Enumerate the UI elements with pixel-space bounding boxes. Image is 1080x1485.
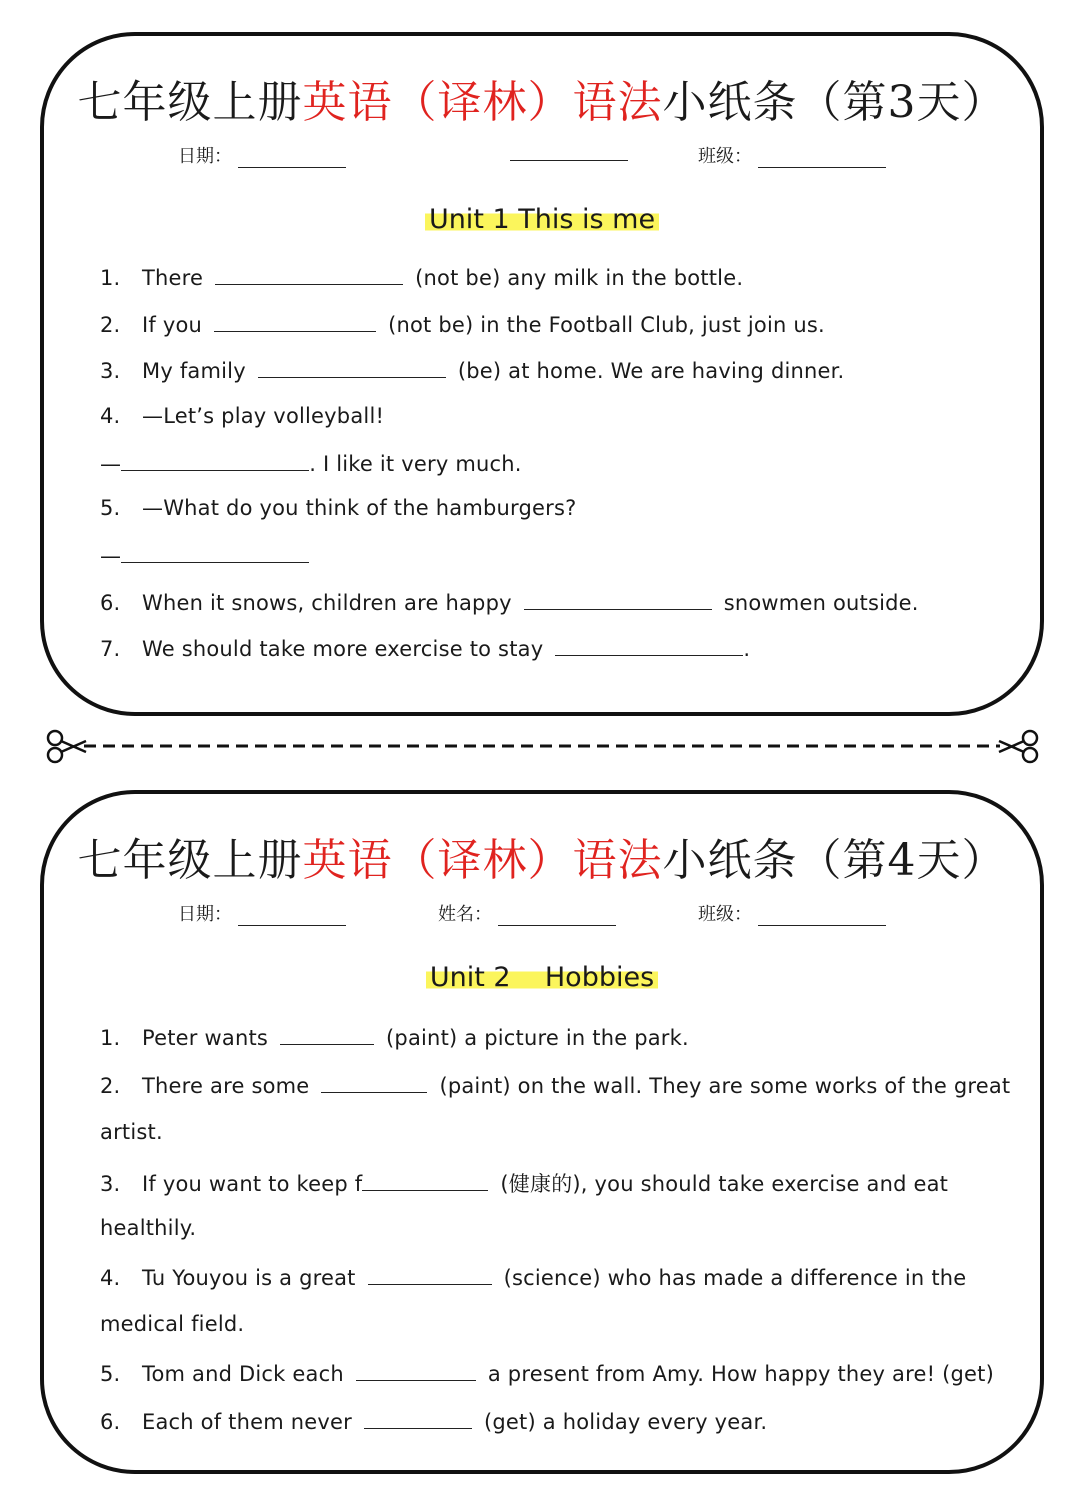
question-text: . I like it very much. (309, 452, 522, 476)
answer-blank[interactable] (121, 542, 309, 563)
question-text: If you (142, 313, 203, 337)
question-5 (100, 1360, 994, 1386)
class-field[interactable]: 班级： (698, 142, 886, 168)
question-text: If you want to keep f (142, 1172, 363, 1196)
date-field[interactable]: 日期： (178, 142, 346, 168)
question-number: 3. (100, 1172, 121, 1196)
answer-blank[interactable] (214, 311, 376, 332)
question-2 (100, 311, 825, 337)
answer-blank[interactable] (215, 264, 403, 285)
worksheet-card-day3 (40, 32, 1044, 716)
name-field[interactable]: 姓名： (438, 900, 616, 926)
scissors-icon (48, 731, 86, 762)
question-text: healthily. (100, 1216, 197, 1240)
question-number: 5. (100, 496, 121, 520)
question-text: a present from Amy. How happy they are! (get) (487, 1362, 994, 1386)
date-field[interactable]: 日期： (178, 900, 346, 926)
question-number: 6. (100, 591, 121, 615)
question-text: Peter wants (142, 1026, 269, 1050)
answer-blank[interactable] (258, 357, 446, 378)
question-text: Tu Youyou is a great (142, 1266, 356, 1290)
question-text: medical field. (100, 1312, 245, 1336)
question-number: 4. (100, 404, 121, 428)
question-number: 5. (100, 1362, 121, 1386)
question-7 (100, 635, 750, 661)
question-number: 1. (100, 1026, 121, 1050)
question-text: . (743, 637, 751, 661)
answer-blank[interactable] (121, 450, 309, 471)
question-text: (paint) a picture in the park. (386, 1026, 689, 1050)
question-text: (science) who has made a difference in the (503, 1266, 967, 1290)
cut-line (0, 728, 1080, 764)
question-text: Each of them never (142, 1410, 352, 1434)
question-text: (paint) on the wall. They are some works of the great (439, 1074, 1011, 1098)
question-4-cont (100, 1312, 244, 1336)
unit-heading: Unit 1 This is me (44, 204, 1040, 235)
question-3 (100, 357, 844, 383)
answer-blank[interactable] (321, 1072, 427, 1093)
question-4 (100, 404, 384, 428)
answer-blank[interactable] (356, 1360, 476, 1381)
question-text: We should take more exercise to stay (142, 637, 544, 661)
question-4 (100, 1264, 966, 1290)
answer-blank[interactable] (524, 589, 712, 610)
header-fields (44, 142, 1040, 172)
question-text: (get) a holiday every year. (484, 1410, 768, 1434)
answer-blank[interactable] (368, 1264, 492, 1285)
question-3-cont (100, 1216, 196, 1240)
question-5-reply (100, 542, 321, 568)
question-number: 3. (100, 359, 121, 383)
question-4-reply (100, 450, 522, 476)
header-fields (44, 900, 1040, 930)
question-text: —What do you think of the hamburgers? (142, 496, 577, 520)
question-2 (100, 1072, 1010, 1098)
question-number: 4. (100, 1266, 121, 1290)
question-text: (be) at home. We are having dinner. (457, 359, 845, 383)
question-5 (100, 496, 576, 520)
question-text: snowmen outside. (723, 591, 919, 615)
question-2-cont (100, 1120, 163, 1144)
answer-blank[interactable] (362, 1170, 488, 1191)
unit-heading: Unit 2 Hobbies (44, 962, 1040, 993)
card-title: 七年级上册英语（译林）语法小纸条（第3天） (77, 77, 1007, 128)
question-text: Tom and Dick each (142, 1362, 344, 1386)
question-text: artist. (100, 1120, 163, 1144)
question-text: There (142, 266, 204, 290)
worksheet-card-day4 (40, 790, 1044, 1474)
question-number: 2. (100, 313, 121, 337)
question-6 (100, 589, 919, 615)
scissors-icon (999, 731, 1037, 762)
question-text: (not be) in the Football Club, just join us. (388, 313, 825, 337)
question-text: There are some (142, 1074, 310, 1098)
question-number: 2. (100, 1074, 121, 1098)
question-number: 1. (100, 266, 121, 290)
question-3 (100, 1168, 948, 1198)
question-text: (健康的), you should take exercise and eat (500, 1172, 949, 1196)
question-text: My family (142, 359, 246, 383)
answer-blank[interactable] (555, 635, 743, 656)
question-1 (100, 1024, 689, 1050)
question-text: (not be) any milk in the bottle. (415, 266, 744, 290)
question-1 (100, 264, 743, 290)
answer-blank[interactable] (364, 1408, 472, 1429)
question-text: When it snows, children are happy (142, 591, 512, 615)
name-field[interactable] (504, 142, 628, 161)
question-number: 6. (100, 1410, 121, 1434)
question-text: —Let’s play volleyball! (142, 404, 385, 428)
card-title: 七年级上册英语（译林）语法小纸条（第4天） (77, 835, 1007, 886)
question-6 (100, 1408, 767, 1434)
question-number: 7. (100, 637, 121, 661)
question-text: — (100, 544, 122, 568)
class-field[interactable]: 班级： (698, 900, 886, 926)
question-text: — (100, 452, 122, 476)
answer-blank[interactable] (280, 1024, 374, 1045)
